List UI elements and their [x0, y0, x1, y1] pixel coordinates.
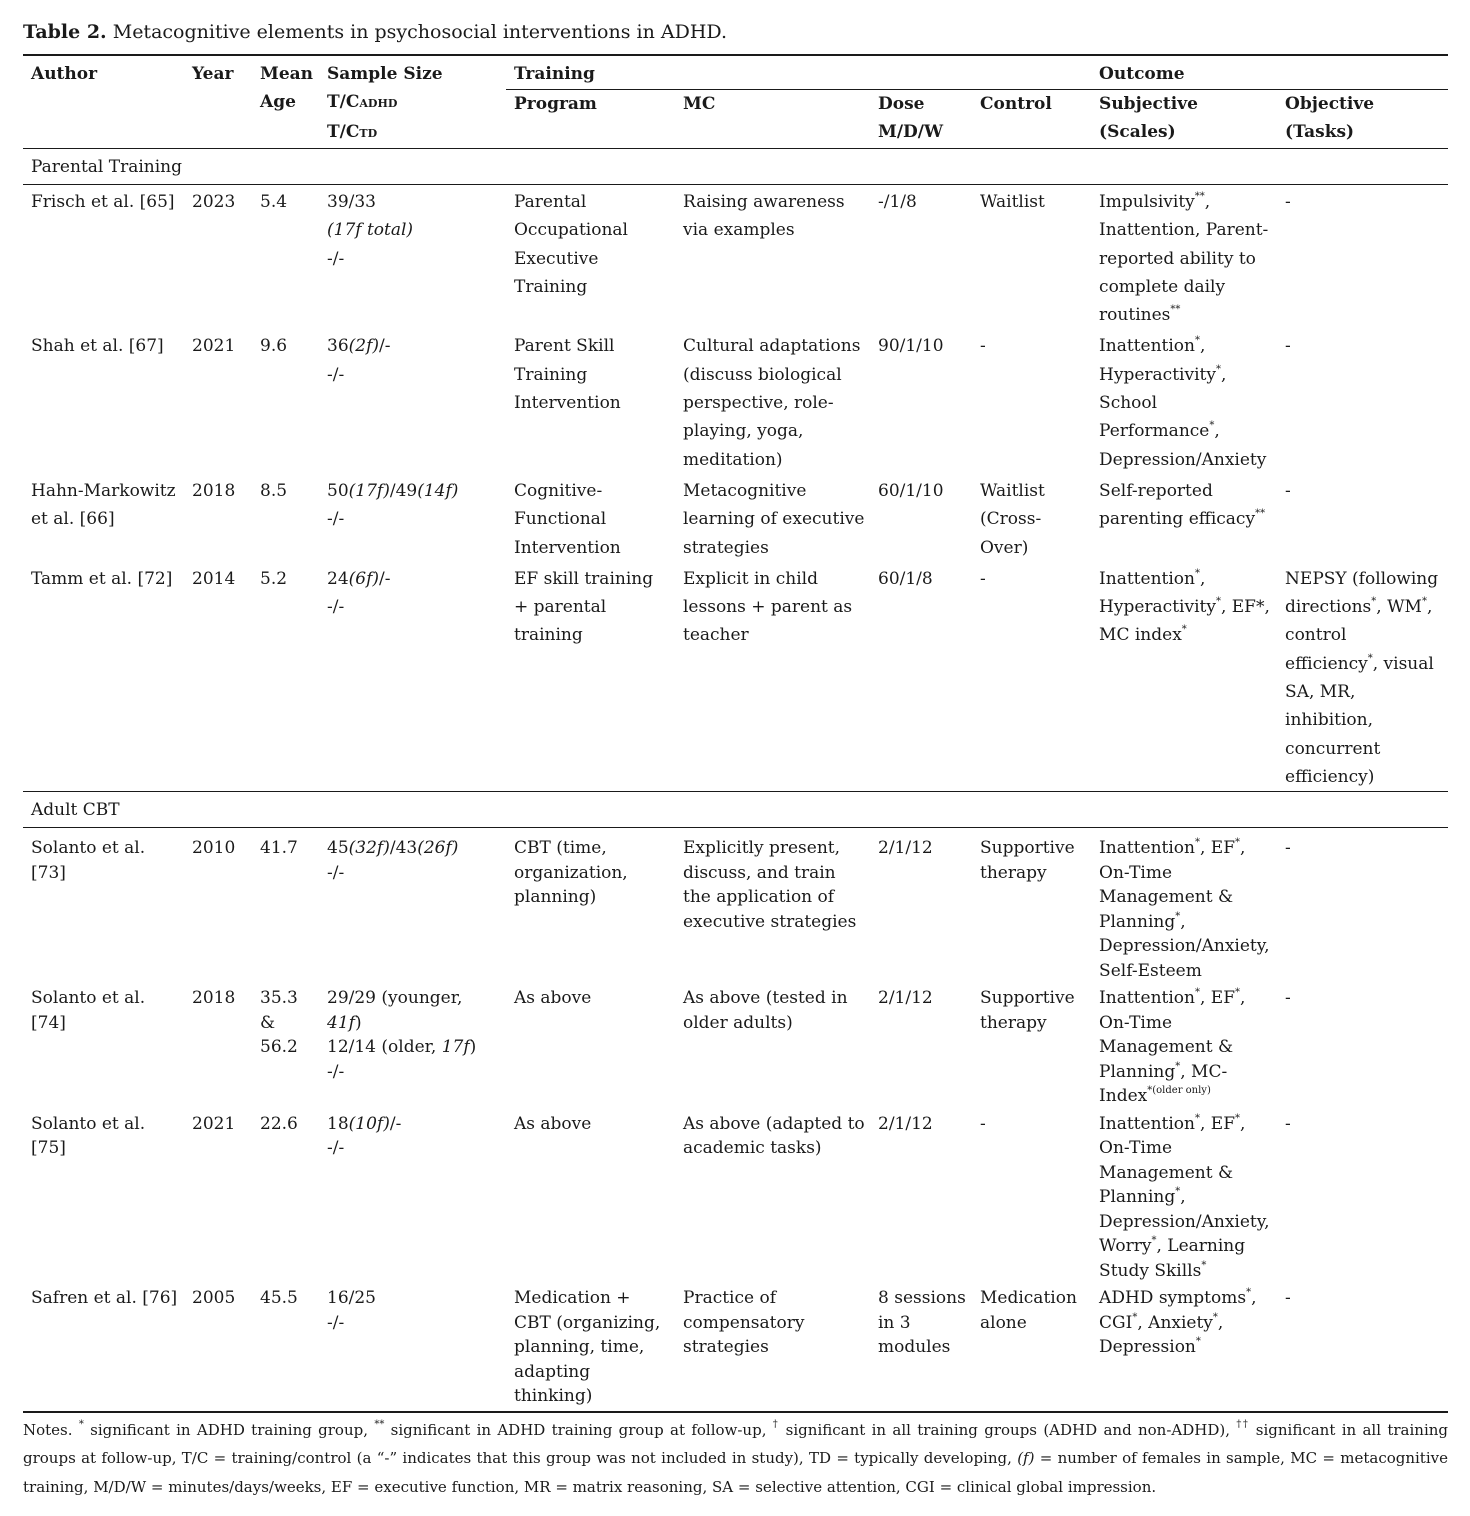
header-outcome: Outcome	[1099, 64, 1185, 84]
table-cell: Supportive therapy	[980, 988, 1075, 1033]
table-cell: Parental Training	[31, 157, 183, 177]
table-cell: -	[1285, 1113, 1291, 1134]
header-sample-size: Sample Size T/CADHD T/CTD	[327, 64, 443, 142]
table-cell: 36(2f)/- -/-	[327, 336, 391, 385]
table-cell: 5.4	[260, 192, 288, 212]
table-cell: Raising awareness via examples	[683, 192, 845, 241]
table-cell: 2021	[192, 1113, 236, 1134]
table-cell: Impulsivity**, Inattention, Parent-reported ability to complete daily routines**	[1099, 191, 1269, 326]
table-cell: Solanto et al. [75]	[31, 1113, 146, 1159]
interventions-table	[23, 54, 1448, 1413]
header-mean-age: Mean Age	[260, 64, 314, 112]
table-row	[23, 329, 1448, 473]
table-cell: As above	[514, 988, 592, 1009]
table-cell: 29/29 (younger, 41f) 12/14 (older, 17f) -/-	[327, 988, 477, 1082]
caption-text: Metacognitive elements in psychosocial interventions in ADHD.	[112, 21, 727, 43]
table-cell: Hahn-Markowitz et al. [66]	[31, 480, 176, 530]
header-mc: MC	[675, 90, 870, 149]
table-cell: -	[980, 568, 986, 589]
table-cell: 39/33 (17f total) -/-	[327, 192, 414, 269]
section-row-parental	[23, 149, 1448, 185]
table-cell: Metacognitive learning of executive strategies	[683, 480, 865, 558]
table-cell: Shah et al. [67]	[31, 336, 164, 357]
header-control: Control	[972, 90, 1091, 149]
table-cell: 16/25 -/-	[327, 1288, 376, 1333]
table-cell: Parental Occupational Executive Training	[514, 192, 628, 297]
table-cell: Safren et al. [76]	[31, 1288, 178, 1309]
table-cell: 60/1/8	[878, 568, 933, 589]
table-cell: Adult CBT	[31, 800, 120, 821]
table-row	[23, 983, 1448, 1109]
table-cell: Supportive therapy	[980, 838, 1075, 883]
table-cell: Cultural adaptations (discuss biological perspective, role-playing, yoga, meditation)	[683, 336, 861, 470]
header-program: Program	[506, 90, 675, 149]
table-cell: Cognitive-Functional Intervention	[514, 480, 621, 558]
caption-label: Table 2.	[23, 21, 107, 43]
table-cell: -/1/8	[878, 192, 917, 212]
table-caption	[23, 18, 1448, 46]
table-notes: Notes. * significant in ADHD training group, ** significant in ADHD training group at follow-up, † significant in all training groups (ADHD and non-ADHD), †† significant in all training groups at follow-up, T/C = training/control (a “-” indicates that this group was not included in study), TD = typically developing, (f) = number of females in sample, MC = metacognitive training, M/D/W = minutes/days/weeks, EF = executive function, MR = matrix reasoning, SA = selective attention, CGI = clinical global impression.	[23, 1418, 1449, 1496]
table-cell: 2014	[192, 568, 236, 589]
table-cell: EF skill training + parental training	[514, 568, 654, 646]
table-cell: -	[1285, 838, 1291, 859]
table-cell: 2021	[192, 336, 236, 357]
table-cell: 45.5	[260, 1288, 298, 1309]
table-cell: Solanto et al. [74]	[31, 988, 146, 1033]
header-author: Author	[31, 64, 98, 84]
table-cell: 35.3 & 56.2	[260, 988, 298, 1058]
header-objective: Objective (Tasks)	[1277, 90, 1448, 149]
header-year: Year	[192, 64, 234, 84]
table-cell: 5.2	[260, 568, 288, 589]
table-cell: 8.5	[260, 480, 288, 501]
table-cell: 8 sessions in 3 modules	[878, 1288, 966, 1358]
table-cell: -	[1285, 480, 1291, 501]
table-cell: 45(32f)/43(26f) -/-	[327, 838, 459, 883]
table-figure	[23, 18, 1448, 1516]
table-cell: Waitlist	[980, 192, 1045, 212]
table-cell: Medication + CBT (organizing, planning, time, adapting thinking)	[514, 1288, 661, 1407]
table-cell: Self-reported parenting efficacy**	[1099, 480, 1266, 530]
header-dose: Dose M/D/W	[870, 90, 972, 149]
table-row	[23, 562, 1448, 792]
table-cell: Frisch et al. [65]	[31, 192, 175, 212]
table-cell: 90/1/10	[878, 336, 944, 357]
table-cell: 24(6f)/- -/-	[327, 568, 391, 618]
table-cell: -	[980, 336, 986, 357]
table-cell: 41.7	[260, 838, 298, 859]
table-cell: Inattention*, Hyperactivity*, EF*, MC index*	[1099, 567, 1270, 646]
table-row	[23, 1283, 1448, 1412]
table-cell: 2010	[192, 838, 236, 859]
table-cell: Explicit in child lessons + parent as teacher	[683, 568, 853, 646]
table-cell: -	[1285, 1288, 1291, 1309]
table-cell: ADHD symptoms*, CGI*, Anxiety*, Depression*	[1099, 1287, 1257, 1358]
table-cell: Inattention*, EF*, On-Time Management & Planning*, MC-Index$^{*(older only)}$	[1099, 987, 1246, 1107]
table-cell: As above	[514, 1113, 592, 1134]
table-cell: 50(17f)/49(14f) -/-	[327, 480, 459, 530]
table-cell: 22.6	[260, 1113, 298, 1134]
table-cell: -	[1285, 192, 1291, 212]
table-cell: 2/1/12	[878, 838, 933, 859]
table-cell: Explicitly present, discuss, and train the application of executive strategies	[683, 838, 857, 932]
table-cell: 9.6	[260, 336, 288, 357]
table-row	[23, 1109, 1448, 1284]
table-cell: Parent Skill Training Intervention	[514, 336, 621, 414]
table-cell: 2/1/12	[878, 1113, 933, 1134]
table-cell: Waitlist (Cross-Over)	[980, 480, 1045, 558]
table-cell: 2/1/12	[878, 988, 933, 1009]
table-cell: Inattention*, EF*, On-Time Management & Planning*, Depression/Anxiety, Worry*, Learning Study Skills*	[1099, 1112, 1270, 1281]
table-row	[23, 185, 1448, 330]
table-cell: Inattention*, EF*, On-Time Management & Planning*, Depression/Anxiety, Self-Esteem	[1099, 837, 1270, 981]
table-cell: 60/1/10	[878, 480, 944, 501]
table-cell: 2018	[192, 480, 236, 501]
table-cell: Practice of compensatory strategies	[683, 1288, 805, 1358]
table-cell: NEPSY (following directions*, WM*, control efficiency*, visual SA, MR, inhibition, concurrent efficiency)	[1285, 568, 1439, 787]
section-row-adult	[23, 792, 1448, 828]
header-row-1	[23, 55, 1448, 90]
table-cell: As above (adapted to academic tasks)	[683, 1113, 865, 1159]
table-cell: 18(10f)/- -/-	[327, 1113, 402, 1159]
table-cell: -	[980, 1113, 986, 1134]
table-cell: -	[1285, 988, 1291, 1009]
table-cell: Tamm et al. [72]	[31, 568, 173, 589]
table-cell: Solanto et al. [73]	[31, 838, 146, 883]
header-training: Training	[514, 64, 595, 84]
table-cell: 2018	[192, 988, 236, 1009]
table-cell: As above (tested in older adults)	[683, 988, 848, 1033]
table-cell: -	[1285, 336, 1291, 357]
table-cell: Inattention*, Hyperactivity*, School Performance*, Depression/Anxiety	[1099, 335, 1267, 470]
table-row	[23, 828, 1448, 984]
table-cell: 2023	[192, 192, 236, 212]
table-row	[23, 474, 1448, 562]
table-cell: 2005	[192, 1288, 236, 1309]
header-subjective: Subjective (Scales)	[1091, 90, 1277, 149]
table-cell: CBT (time, organization, planning)	[514, 838, 628, 908]
table-cell: Medication alone	[980, 1288, 1077, 1333]
